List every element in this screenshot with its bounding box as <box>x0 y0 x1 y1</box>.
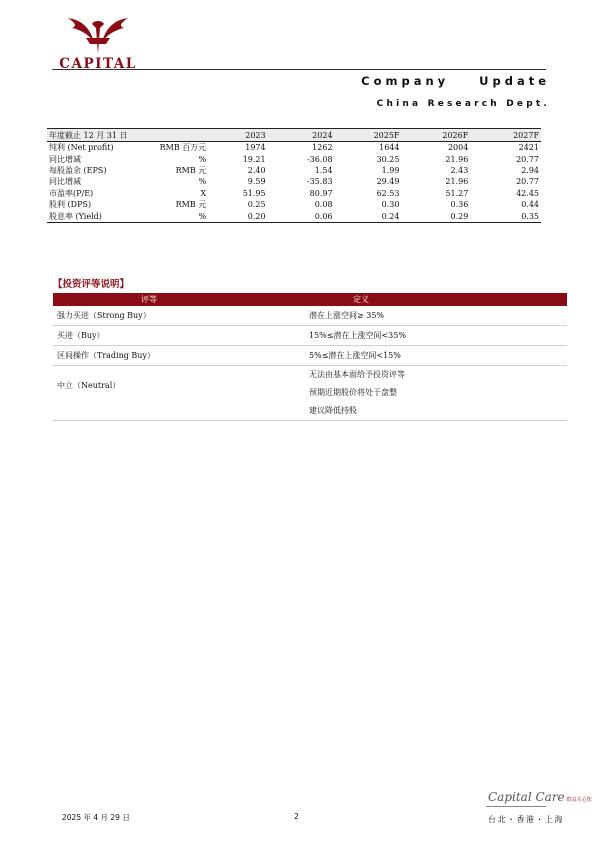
cell-value: 0.35 <box>470 210 541 222</box>
definition-line: 预期近期股价将处于盘整 <box>309 388 397 397</box>
row-unit: RMB 元 <box>175 200 207 210</box>
cell-value: 21.96 <box>445 154 469 164</box>
row-unit: % <box>198 177 207 187</box>
header-unit <box>155 129 209 142</box>
rating-definition: 15%≤潜在上涨空间<35% <box>305 326 567 346</box>
table-row <box>53 366 567 421</box>
capital-care-logo <box>488 790 592 804</box>
definition-line: 建议降低持股 <box>309 406 357 415</box>
header-year: 2026F <box>401 129 470 142</box>
table-row <box>53 326 567 346</box>
financial-forecast-table <box>47 128 541 223</box>
header-year: 2024 <box>268 129 335 142</box>
row-label: 股利 (DPS) <box>49 200 92 210</box>
cell-value: 42.45 <box>516 188 539 198</box>
title-company: Company <box>361 74 450 88</box>
row-unit: RMB 元 <box>175 165 207 175</box>
report-type-title <box>361 74 550 88</box>
cell-value: 0.36 <box>450 200 469 210</box>
table-row <box>53 346 567 366</box>
cell-value: 1644 <box>379 143 400 153</box>
rating-name: 区间操作（Trading Buy） <box>53 346 305 366</box>
rating-definition: 5%≤潜在上涨空间<15% <box>305 346 567 366</box>
brand-name: Capital Care <box>488 790 565 804</box>
cell-value: 30.25 <box>376 154 400 164</box>
cell-value: 0.29 <box>401 210 470 222</box>
table-row <box>47 176 541 187</box>
cell-value: 20.77 <box>516 177 539 187</box>
row-label: 同比增减 <box>49 177 81 187</box>
rating-name: 强力买进（Strong Buy） <box>53 306 305 326</box>
rating-column-header: 评等 <box>53 293 305 306</box>
row-label: 股息率 (Yield) <box>47 210 155 222</box>
footer-rule <box>486 806 546 807</box>
rating-definition <box>305 366 567 421</box>
cell-value: 0.24 <box>335 210 402 222</box>
cell-value: 0.44 <box>521 200 539 210</box>
cell-value: 0.25 <box>247 200 266 210</box>
table-row <box>47 199 541 210</box>
brand-tagline: 群益关心您 <box>566 797 592 803</box>
cell-value: 0.20 <box>208 210 267 222</box>
header-year: 2023 <box>208 129 267 142</box>
row-unit: % <box>198 154 207 164</box>
table-row <box>47 188 541 199</box>
rating-header-row <box>53 293 567 306</box>
header-rule <box>52 69 546 70</box>
cell-value: 51.27 <box>445 188 469 198</box>
row-unit: % <box>155 210 209 222</box>
row-label: 同比增减 <box>49 154 81 164</box>
cell-value: 0.30 <box>381 200 400 210</box>
table-row <box>53 306 567 326</box>
table-row <box>47 153 541 164</box>
eagle-icon <box>64 14 132 56</box>
definition-column-header: 定义 <box>305 293 567 306</box>
table-row <box>47 210 541 222</box>
row-label: 市盈率(P/E) <box>49 188 94 198</box>
header-year: 2025F <box>335 129 402 142</box>
cell-value: 1262 <box>312 143 333 153</box>
cell-value: 0.06 <box>268 210 335 222</box>
row-label: 纯利 (Net profit) <box>49 143 114 153</box>
header-label: 年度截止 12 月 31 日 <box>47 129 155 142</box>
cell-value: 19.21 <box>242 154 266 164</box>
report-subtitle: China Research Dept. <box>376 99 550 109</box>
table-row <box>47 165 541 176</box>
cell-value: 29.49 <box>376 177 400 187</box>
cell-value: 51.95 <box>242 188 266 198</box>
table-row <box>47 142 541 154</box>
cell-value: 0.08 <box>314 200 333 210</box>
row-label: 每股盈余 (EPS) <box>49 165 107 175</box>
cell-value: 2.40 <box>247 165 266 175</box>
rating-definition-table <box>53 293 567 421</box>
cell-value: 20.77 <box>516 154 539 164</box>
rating-name: 买进（Buy） <box>53 326 305 346</box>
cell-value: 9.59 <box>247 177 266 187</box>
cell-value: 2421 <box>518 143 539 153</box>
definition-line: 无法由基本面给予投资评等 <box>309 370 405 379</box>
office-cities: 台北・香港・上海 <box>488 815 564 824</box>
cell-value: 21.96 <box>445 177 469 187</box>
cell-value: 80.97 <box>309 188 333 198</box>
cell-value: 62.53 <box>376 188 400 198</box>
rating-name: 中立（Neutral） <box>53 366 305 421</box>
cell-value: 2.43 <box>450 165 469 175</box>
cell-value: 1.99 <box>381 165 400 175</box>
rating-section-title: 【投资评等说明】 <box>53 279 130 290</box>
capital-logo <box>52 14 144 72</box>
cell-value: 2.94 <box>521 165 539 175</box>
row-unit: X <box>200 188 207 198</box>
title-update: Update <box>479 74 550 88</box>
footer-date: 2025 年 4 月 29 日 <box>62 813 130 822</box>
logo-text: CAPITAL <box>59 56 137 72</box>
table-header-row <box>47 129 541 142</box>
page-number: 2 <box>294 812 299 821</box>
row-unit: RMB 百万元 <box>159 143 207 153</box>
cell-value: 2004 <box>447 143 469 153</box>
cell-value: -36.08 <box>306 154 333 164</box>
rating-definition: 潜在上涨空间≥ 35% <box>305 306 567 326</box>
cell-value: -35.83 <box>306 177 333 187</box>
header-year: 2027F <box>470 129 541 142</box>
cell-value: 1974 <box>245 143 266 153</box>
cell-value: 1.54 <box>314 165 333 175</box>
